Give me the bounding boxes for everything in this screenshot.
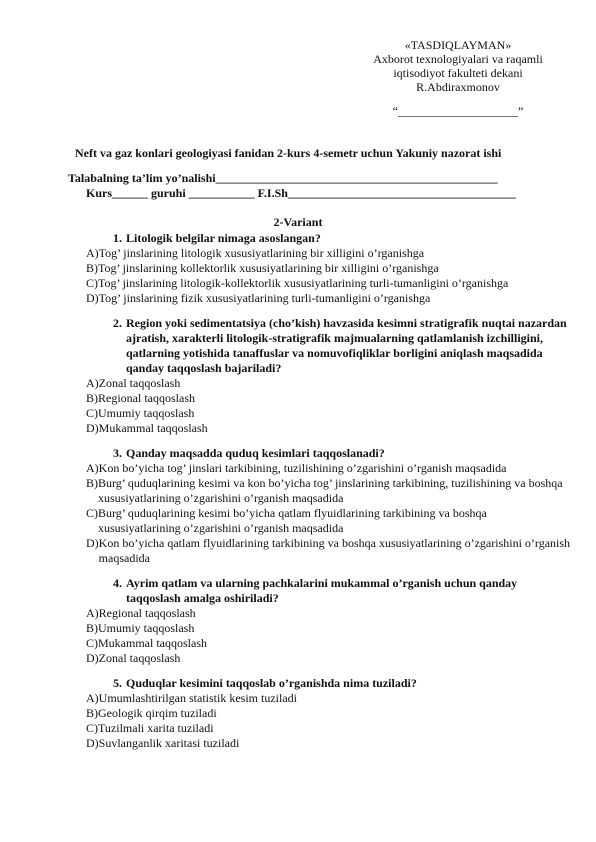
option-letter: A) <box>86 376 99 390</box>
option-text: Zonal taqqoslash <box>98 651 181 665</box>
option-text: Tog’ jinslarining kollektorlik xususiyatlarining bir xilligini o’rganishga <box>98 261 439 275</box>
question-number: 2. <box>113 316 122 330</box>
answer-option <box>86 706 572 721</box>
question-heading <box>86 231 572 246</box>
approval-signer: R.Abdiraxmonov <box>416 80 500 94</box>
option-letter: C) <box>86 406 98 420</box>
option-letter: D) <box>86 536 99 550</box>
answer-option <box>86 691 572 706</box>
option-letter: D) <box>86 651 99 665</box>
option-letter: B) <box>86 261 98 275</box>
option-text: Burg’ quduqlarining kesimi bo’yicha qatlam flyuidlarining tarkibining va boshqa xususiyatlarining o’zgarishini o’rganish maqsadida <box>98 506 487 535</box>
option-text: Mukammal taqqoslash <box>98 421 208 435</box>
option-letter: D) <box>86 736 99 750</box>
answer-option <box>86 736 572 751</box>
questions-list <box>86 231 572 761</box>
answer-option <box>86 421 572 436</box>
question-heading <box>86 576 572 606</box>
question-number: 3. <box>113 446 122 460</box>
question-text: Litologik belgilar nimaga asoslangan? <box>126 231 321 245</box>
option-text: Regional taqqoslash <box>98 606 196 620</box>
option-text: Umumiy taqqoslash <box>98 406 195 420</box>
option-text: Regional taqqoslash <box>98 391 195 405</box>
approval-heading: «TASDIQLAYMAN» <box>404 38 512 52</box>
approval-signature-line: “____________________” <box>392 104 524 118</box>
question-4 <box>86 576 572 666</box>
question-text: Ayrim qatlam va ularning pachkalarini mukammal o’rganish uchun qanday taqqoslash amalga oshiriladi? <box>126 576 518 605</box>
option-text: Umumlashtirilgan statistik kesim tuziladi <box>98 691 297 705</box>
answer-option <box>86 261 572 276</box>
answer-option <box>86 406 572 421</box>
question-3 <box>86 446 572 566</box>
direction-line: Talabalning ta’lim yo’nalishi_______________________________________________ <box>68 171 498 185</box>
question-2 <box>86 316 572 436</box>
option-letter: A) <box>86 606 99 620</box>
option-letter: B) <box>86 476 98 490</box>
option-text: Zonal taqqoslash <box>98 376 181 390</box>
option-letter: D) <box>86 291 99 305</box>
option-text: Suvlanganlik xaritasi tuziladi <box>98 736 240 750</box>
option-text: Burg’ quduqlarining kesimi va kon bo’yicha tog’ jinslarining tarkibining, tuzilishining va boshqa xususiyatlarining o’zgarishini o’rganish maqsadida <box>98 476 563 505</box>
question-heading <box>86 676 572 691</box>
question-text: Region yoki sedimentatsiya (cho’kish) havzasida kesimni stratigrafik nuqtai nazardan ajratish, xarakterli litologik-stratigrafik majmualarning qatlamlanish izchilligini, qatlarning yotishida tanaffuslar va nomuvofiqliklar borligini aniqlash maqsadida qanday taqqoslash bajariladi? <box>126 316 567 375</box>
option-letter: D) <box>86 421 99 435</box>
option-letter: C) <box>86 636 98 650</box>
option-letter: B) <box>86 621 98 635</box>
answer-option <box>86 276 572 291</box>
question-5 <box>86 676 572 751</box>
question-number: 4. <box>113 576 122 590</box>
answer-option <box>86 391 572 406</box>
exam-title: Neft va gaz konlari geologiyasi fanidan 2-kurs 4-semetr uchun Yakuniy nazorat ishi <box>75 146 502 160</box>
answer-option <box>86 476 572 506</box>
approval-block <box>360 38 556 118</box>
question-text: Quduqlar kesimini taqqoslab o’rganishda nima tuziladi? <box>126 676 417 690</box>
option-text: Kon bo’yicha qatlam flyuidlarining tarkibining va boshqa xususiyatlarining o’zgarishini o’rganish maqsadida <box>98 536 571 565</box>
option-letter: A) <box>86 246 99 260</box>
option-text: Umumiy taqqoslash <box>98 621 195 635</box>
option-letter: C) <box>86 721 98 735</box>
option-letter: A) <box>86 461 99 475</box>
answer-option <box>86 636 572 651</box>
answer-option <box>86 461 572 476</box>
answer-option <box>86 291 572 306</box>
answer-option <box>86 651 572 666</box>
student-info <box>68 171 516 201</box>
answer-option <box>86 606 572 621</box>
option-text: Tog’ jinslarining fizik xususiyatlarining turli-tumanligini o’rganishga <box>98 291 431 305</box>
question-text: Qanday maqsadda quduq kesimlari taqqoslanadi? <box>126 446 385 460</box>
option-letter: C) <box>86 276 98 290</box>
answer-option <box>86 506 572 536</box>
question-heading <box>86 316 572 376</box>
option-letter: C) <box>86 506 98 520</box>
option-text: Tuzilmali xarita tuziladi <box>98 721 214 735</box>
answer-option <box>86 376 572 391</box>
approval-line-1: Axborot texnologiyalari va raqamli <box>373 52 543 66</box>
option-letter: B) <box>86 391 98 405</box>
option-text: Tog’ jinslarining litologik xususiyatlarining bir xilligini o’rganishga <box>98 246 425 260</box>
answer-option <box>86 246 572 261</box>
option-text: Mukammal taqqoslash <box>98 636 207 650</box>
course-group-name-line: Kurs______ guruhi ___________ F.I.Sh______________________________________ <box>86 186 516 200</box>
question-1 <box>86 231 572 306</box>
answer-option <box>86 621 572 636</box>
question-number: 1. <box>113 231 122 245</box>
approval-line-2: iqtisodiyot fakulteti dekani <box>393 66 523 80</box>
option-text: Tog’ jinslarining litologik-kollektorlik xususiyatlarining turli-tumanligini o’rganishga <box>98 276 509 290</box>
option-letter: A) <box>86 691 99 705</box>
option-text: Kon bo’yicha tog’ jinslari tarkibining, tuzilishining o’zgarishini o’rganish maqsadida <box>98 461 507 475</box>
option-text: Geologik qirqim tuziladi <box>98 706 217 720</box>
answer-option <box>86 536 572 566</box>
variant-heading: 2-Variant <box>273 215 323 229</box>
option-letter: B) <box>86 706 98 720</box>
question-heading <box>86 446 572 461</box>
answer-option <box>86 721 572 736</box>
question-number: 5. <box>113 676 122 690</box>
